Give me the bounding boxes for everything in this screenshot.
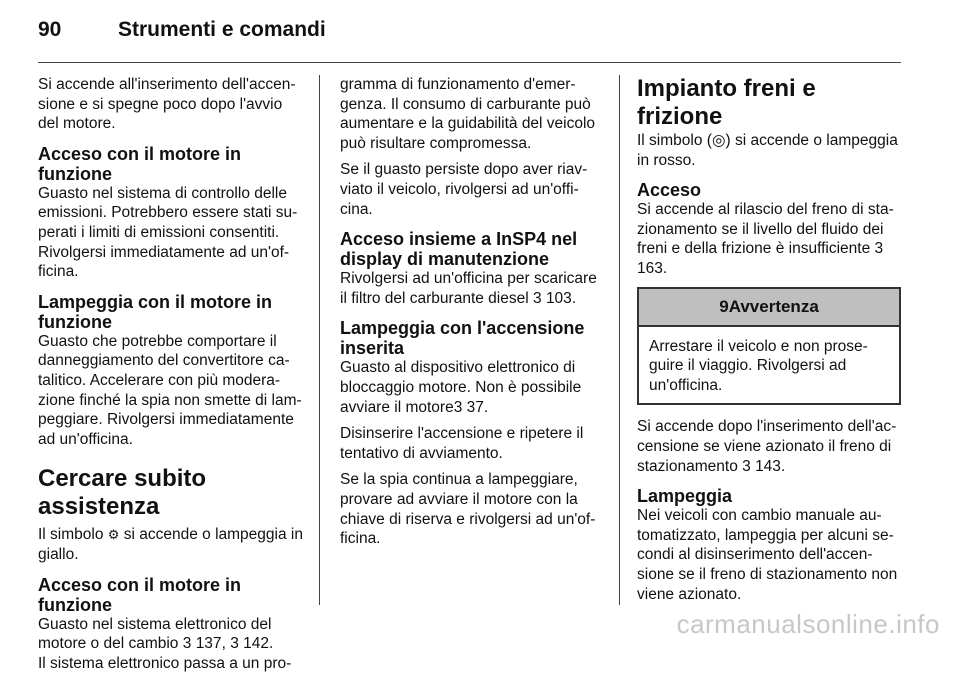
column-divider	[619, 75, 620, 605]
page-ref[interactable]: 103	[545, 289, 572, 307]
page-title: Strumenti e comandi	[118, 18, 326, 41]
section-heading: Acceso con il motore in funzione	[38, 143, 242, 184]
warning-text: Arrestare il veicolo e non prose-guire il viaggio. Rivolgersi ad un'officina.	[649, 337, 868, 394]
watermark: carmanualsonline.info	[676, 609, 940, 639]
paragraph: Guasto che potrebbe comportare il danneggiamento del convertitore ca-talitico. Accelerare con più modera-zione finché la spia non smette di lam-peggiare. Rivolgersi immediatamente ad un'officina.	[38, 332, 302, 448]
page-ref-icon: 3	[230, 635, 239, 653]
paragraph: Il sistema elettronico passa a un pro-	[38, 654, 292, 672]
warning-header	[639, 289, 899, 327]
section-heading: Lampeggia con l'accensione inserita	[340, 318, 585, 359]
paragraph: Se la spia continua a lampeggiare, provare ad avviare il motore con la chiave di riserva e rivolgersi ad un'of-ficina.	[340, 471, 596, 548]
page-ref[interactable]: 142	[243, 635, 269, 653]
chapter-heading: Cercare subito assistenza	[38, 465, 207, 521]
warning-icon: 9	[719, 296, 729, 316]
paragraph: gramma di funzionamento d'emer-genza. Il consumo di carburante può aumentare e la guidabilità del veicolo può risultare compromessa.	[340, 76, 596, 152]
paragraph: Rivolgersi ad un'officina per scaricare il filtro del carburante diesel 3 103.	[340, 270, 597, 307]
page-ref-icon: 3	[453, 398, 463, 416]
header-rule	[38, 62, 901, 63]
paragraph: Si accende dopo l'inserimento dell'ac-censione se viene azionato il freno di stazionamento 3 143.	[637, 418, 897, 475]
warning-box	[637, 287, 901, 406]
section-heading: Lampeggia con il motore in funzione	[38, 291, 273, 332]
section-heading: Acceso insieme a InSP4 nel display di manutenzione	[340, 229, 578, 270]
paragraph: Disinserire l'accensione e ripetere il tentativo di avviamento.	[340, 425, 584, 462]
column-3	[637, 75, 901, 611]
chapter-heading: Impianto freni e frizione	[637, 75, 816, 130]
paragraph: Il simbolo ⚙ si accende o lampeggia in giallo.	[38, 526, 303, 563]
paragraph: Il simbolo (◎) si accende o lampeggia in rosso.	[637, 132, 898, 169]
brake-warning-icon: (◎)	[706, 132, 731, 149]
warning-title: Avvertenza	[728, 296, 819, 316]
section-heading: Lampeggia	[637, 486, 733, 507]
page-number: 90	[38, 18, 62, 41]
column-divider	[319, 75, 320, 605]
page-ref-icon: 3	[742, 457, 751, 475]
paragraph: Si accende all'inserimento dell'accen-sione e si spegne poco dopo l'avvio del motore.	[38, 76, 296, 133]
section-heading: Acceso con il motore in funzione	[38, 574, 242, 615]
paragraph: Se il guasto persiste dopo aver riav-viato il veicolo, rivolgersi ad un'offi-cina.	[340, 161, 588, 218]
column-1	[38, 75, 304, 680]
paragraph: Guasto nel sistema elettronico del motore o del cambio 3 137, 3 142.	[38, 615, 274, 653]
page-ref-icon: 3	[182, 635, 192, 653]
page-ref[interactable]: 137	[195, 635, 222, 653]
page-ref[interactable]: 37	[466, 398, 484, 416]
paragraph: Si accende al rilascio del freno di sta-zionamento se il livello del fluido dei freni e della frizione è insufficiente 3 163.	[637, 201, 894, 277]
section-heading: Acceso	[637, 180, 702, 201]
paragraph: Nei veicoli con cambio manuale au-tomatizzato, lampeggia per alcuni se-condi al disinserimento dell'accen-sione se il freno di stazionamento non viene azionato.	[637, 507, 898, 603]
page-header	[38, 18, 326, 42]
page-ref-icon: 3	[874, 240, 884, 258]
page-ref[interactable]: 143	[755, 457, 781, 475]
column-2	[340, 75, 606, 556]
page-ref-icon: 3	[533, 289, 542, 307]
page-ref[interactable]: 163	[637, 259, 663, 277]
paragraph: Guasto nel sistema di controllo delle emissioni. Potrebbero essere stati su-perati i limiti di emissioni consentiti. Rivolgersi immediatamente ad un'of-ficina.	[38, 184, 298, 281]
paragraph: Guasto al dispositivo elettronico di bloccaggio motore. Non è possibile avviare il motore3 37.	[340, 359, 582, 416]
service-vehicle-icon: ⚙	[107, 527, 120, 543]
